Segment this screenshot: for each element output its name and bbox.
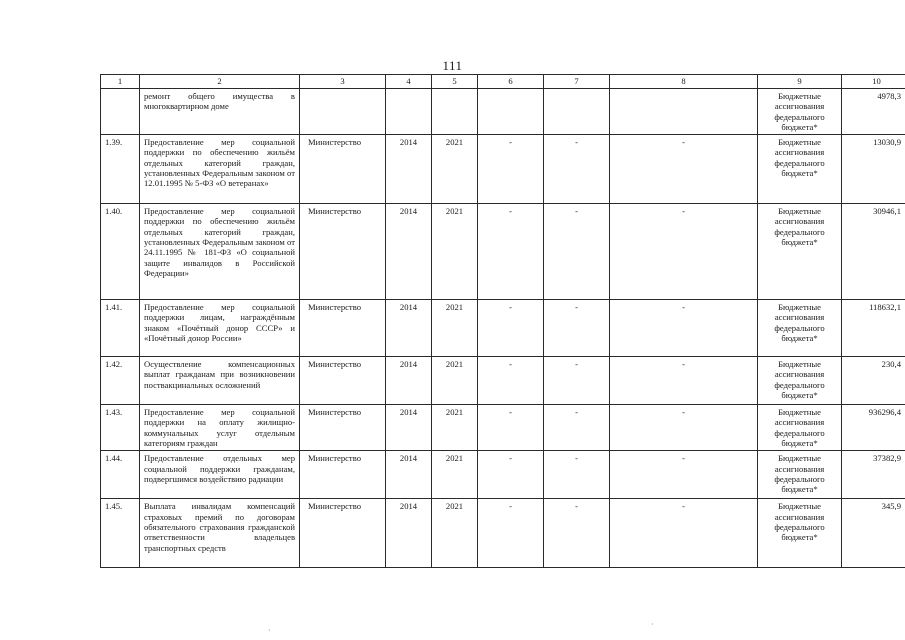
start-year: 2014	[386, 204, 432, 300]
page-number: 111	[442, 58, 463, 73]
row-number: 1.41.	[101, 300, 140, 357]
funding-amount: 37382,9	[842, 451, 905, 499]
start-year: 2014	[386, 405, 432, 451]
row-number: 1.40.	[101, 204, 140, 300]
funding-amount: 936296,4	[842, 405, 905, 451]
column-7-value: -	[544, 405, 610, 451]
column-7-value: -	[544, 451, 610, 499]
activity-name: ремонт общего имущества в многоквартирном доме	[140, 89, 300, 135]
responsible-executor: Министерство	[300, 499, 386, 568]
column-8-value: -	[610, 204, 758, 300]
column-7-value: -	[544, 499, 610, 568]
column-number-row	[101, 75, 905, 89]
column-number: 7	[544, 75, 610, 89]
column-8-value: -	[610, 300, 758, 357]
end-year: 2021	[432, 499, 478, 568]
row-number: 1.43.	[101, 405, 140, 451]
column-8-value	[610, 89, 758, 135]
column-7-value: -	[544, 204, 610, 300]
end-year: 2021	[432, 300, 478, 357]
column-6-value: -	[478, 135, 544, 204]
start-year: 2014	[386, 499, 432, 568]
row-number: 1.45.	[101, 499, 140, 568]
column-6-value: -	[478, 499, 544, 568]
start-year: 2014	[386, 300, 432, 357]
column-8-value: -	[610, 405, 758, 451]
responsible-executor: Министерство	[300, 357, 386, 405]
column-number: 2	[140, 75, 300, 89]
funding-amount: 4978,3	[842, 89, 905, 135]
column-7-value: -	[544, 357, 610, 405]
responsible-executor: Министерство	[300, 300, 386, 357]
funding-amount: 118632,1	[842, 300, 905, 357]
funding-amount: 30946,1	[842, 204, 905, 300]
funding-amount: 13030,9	[842, 135, 905, 204]
funding-amount: 345,9	[842, 499, 905, 568]
row-number: 1.44.	[101, 451, 140, 499]
end-year: 2021	[432, 135, 478, 204]
activity-name: Осуществление компенсационных выплат гражданам при возникновении поствакцинальных осложнений	[140, 357, 300, 405]
column-number: 6	[478, 75, 544, 89]
program-activities-table	[100, 74, 905, 568]
funding-source: Бюджетные ассигнования федерального бюджета*	[758, 135, 842, 204]
funding-source: Бюджетные ассигнования федерального бюджета*	[758, 451, 842, 499]
start-year: 2014	[386, 135, 432, 204]
column-8-value: -	[610, 451, 758, 499]
responsible-executor: Министерство	[300, 135, 386, 204]
column-number: 1	[101, 75, 140, 89]
funding-source: Бюджетные ассигнования федерального бюджета*	[758, 300, 842, 357]
responsible-executor: Министерство	[300, 405, 386, 451]
activity-name: Предоставление мер социальной поддержки по обеспечению жильём отдельных категорий граждан, установленных Федеральным законом от 12.01.1995 № 5-ФЗ «О ветеранах»	[140, 135, 300, 204]
end-year: 2021	[432, 451, 478, 499]
table-row	[101, 499, 905, 568]
end-year	[432, 89, 478, 135]
funding-source: Бюджетные ассигнования федерального бюджета*	[758, 405, 842, 451]
column-8-value: -	[610, 135, 758, 204]
responsible-executor: Министерство	[300, 204, 386, 300]
column-8-value: -	[610, 357, 758, 405]
activity-name: Выплата инвалидам компенсаций страховых премий по договорам обязательного страхования гражданской ответственности владельцев транспортных средств	[140, 499, 300, 568]
column-6-value: -	[478, 357, 544, 405]
column-6-value: -	[478, 451, 544, 499]
funding-source: Бюджетные ассигнования федерального бюджета*	[758, 89, 842, 135]
activity-name: Предоставление мер социальной поддержки на оплату жилищно-коммунальных услуг отдельным категориям граждан	[140, 405, 300, 451]
start-year	[386, 89, 432, 135]
scan-speck: ·	[651, 620, 654, 629]
column-number: 9	[758, 75, 842, 89]
table-row	[101, 405, 905, 451]
table-row	[101, 451, 905, 499]
column-7-value	[544, 89, 610, 135]
responsible-executor	[300, 89, 386, 135]
column-number: 8	[610, 75, 758, 89]
start-year: 2014	[386, 357, 432, 405]
row-number	[101, 89, 140, 135]
end-year: 2021	[432, 204, 478, 300]
column-number: 4	[386, 75, 432, 89]
activity-name: Предоставление мер социальной поддержки по обеспечению жильём отдельных категорий граждан, установленных Федеральным законом от 24.11.1995 № 181-ФЗ «О социальной защите инвалидов в Российской Федерации»	[140, 204, 300, 300]
end-year: 2021	[432, 357, 478, 405]
scan-speck: ·	[268, 626, 271, 635]
end-year: 2021	[432, 405, 478, 451]
table-row	[101, 135, 905, 204]
table-row	[101, 357, 905, 405]
table-row	[101, 89, 905, 135]
column-6-value	[478, 89, 544, 135]
table-row	[101, 300, 905, 357]
row-number: 1.42.	[101, 357, 140, 405]
start-year: 2014	[386, 451, 432, 499]
column-number: 5	[432, 75, 478, 89]
funding-source: Бюджетные ассигнования федерального бюджета*	[758, 499, 842, 568]
row-number: 1.39.	[101, 135, 140, 204]
activity-name: Предоставление мер социальной поддержки лицам, награждённым знаком «Почётный донор СССР» и «Почётный донор России»	[140, 300, 300, 357]
column-8-value: -	[610, 499, 758, 568]
column-7-value: -	[544, 300, 610, 357]
table-row	[101, 204, 905, 300]
column-6-value: -	[478, 300, 544, 357]
column-7-value: -	[544, 135, 610, 204]
funding-source: Бюджетные ассигнования федерального бюджета*	[758, 357, 842, 405]
activity-name: Предоставление отдельных мер социальной поддержки гражданам, подвергшимся воздействию радиации	[140, 451, 300, 499]
column-number: 10	[842, 75, 905, 89]
column-6-value: -	[478, 405, 544, 451]
funding-amount: 230,4	[842, 357, 905, 405]
responsible-executor: Министерство	[300, 451, 386, 499]
column-6-value: -	[478, 204, 544, 300]
funding-source: Бюджетные ассигнования федерального бюджета*	[758, 204, 842, 300]
column-number: 3	[300, 75, 386, 89]
